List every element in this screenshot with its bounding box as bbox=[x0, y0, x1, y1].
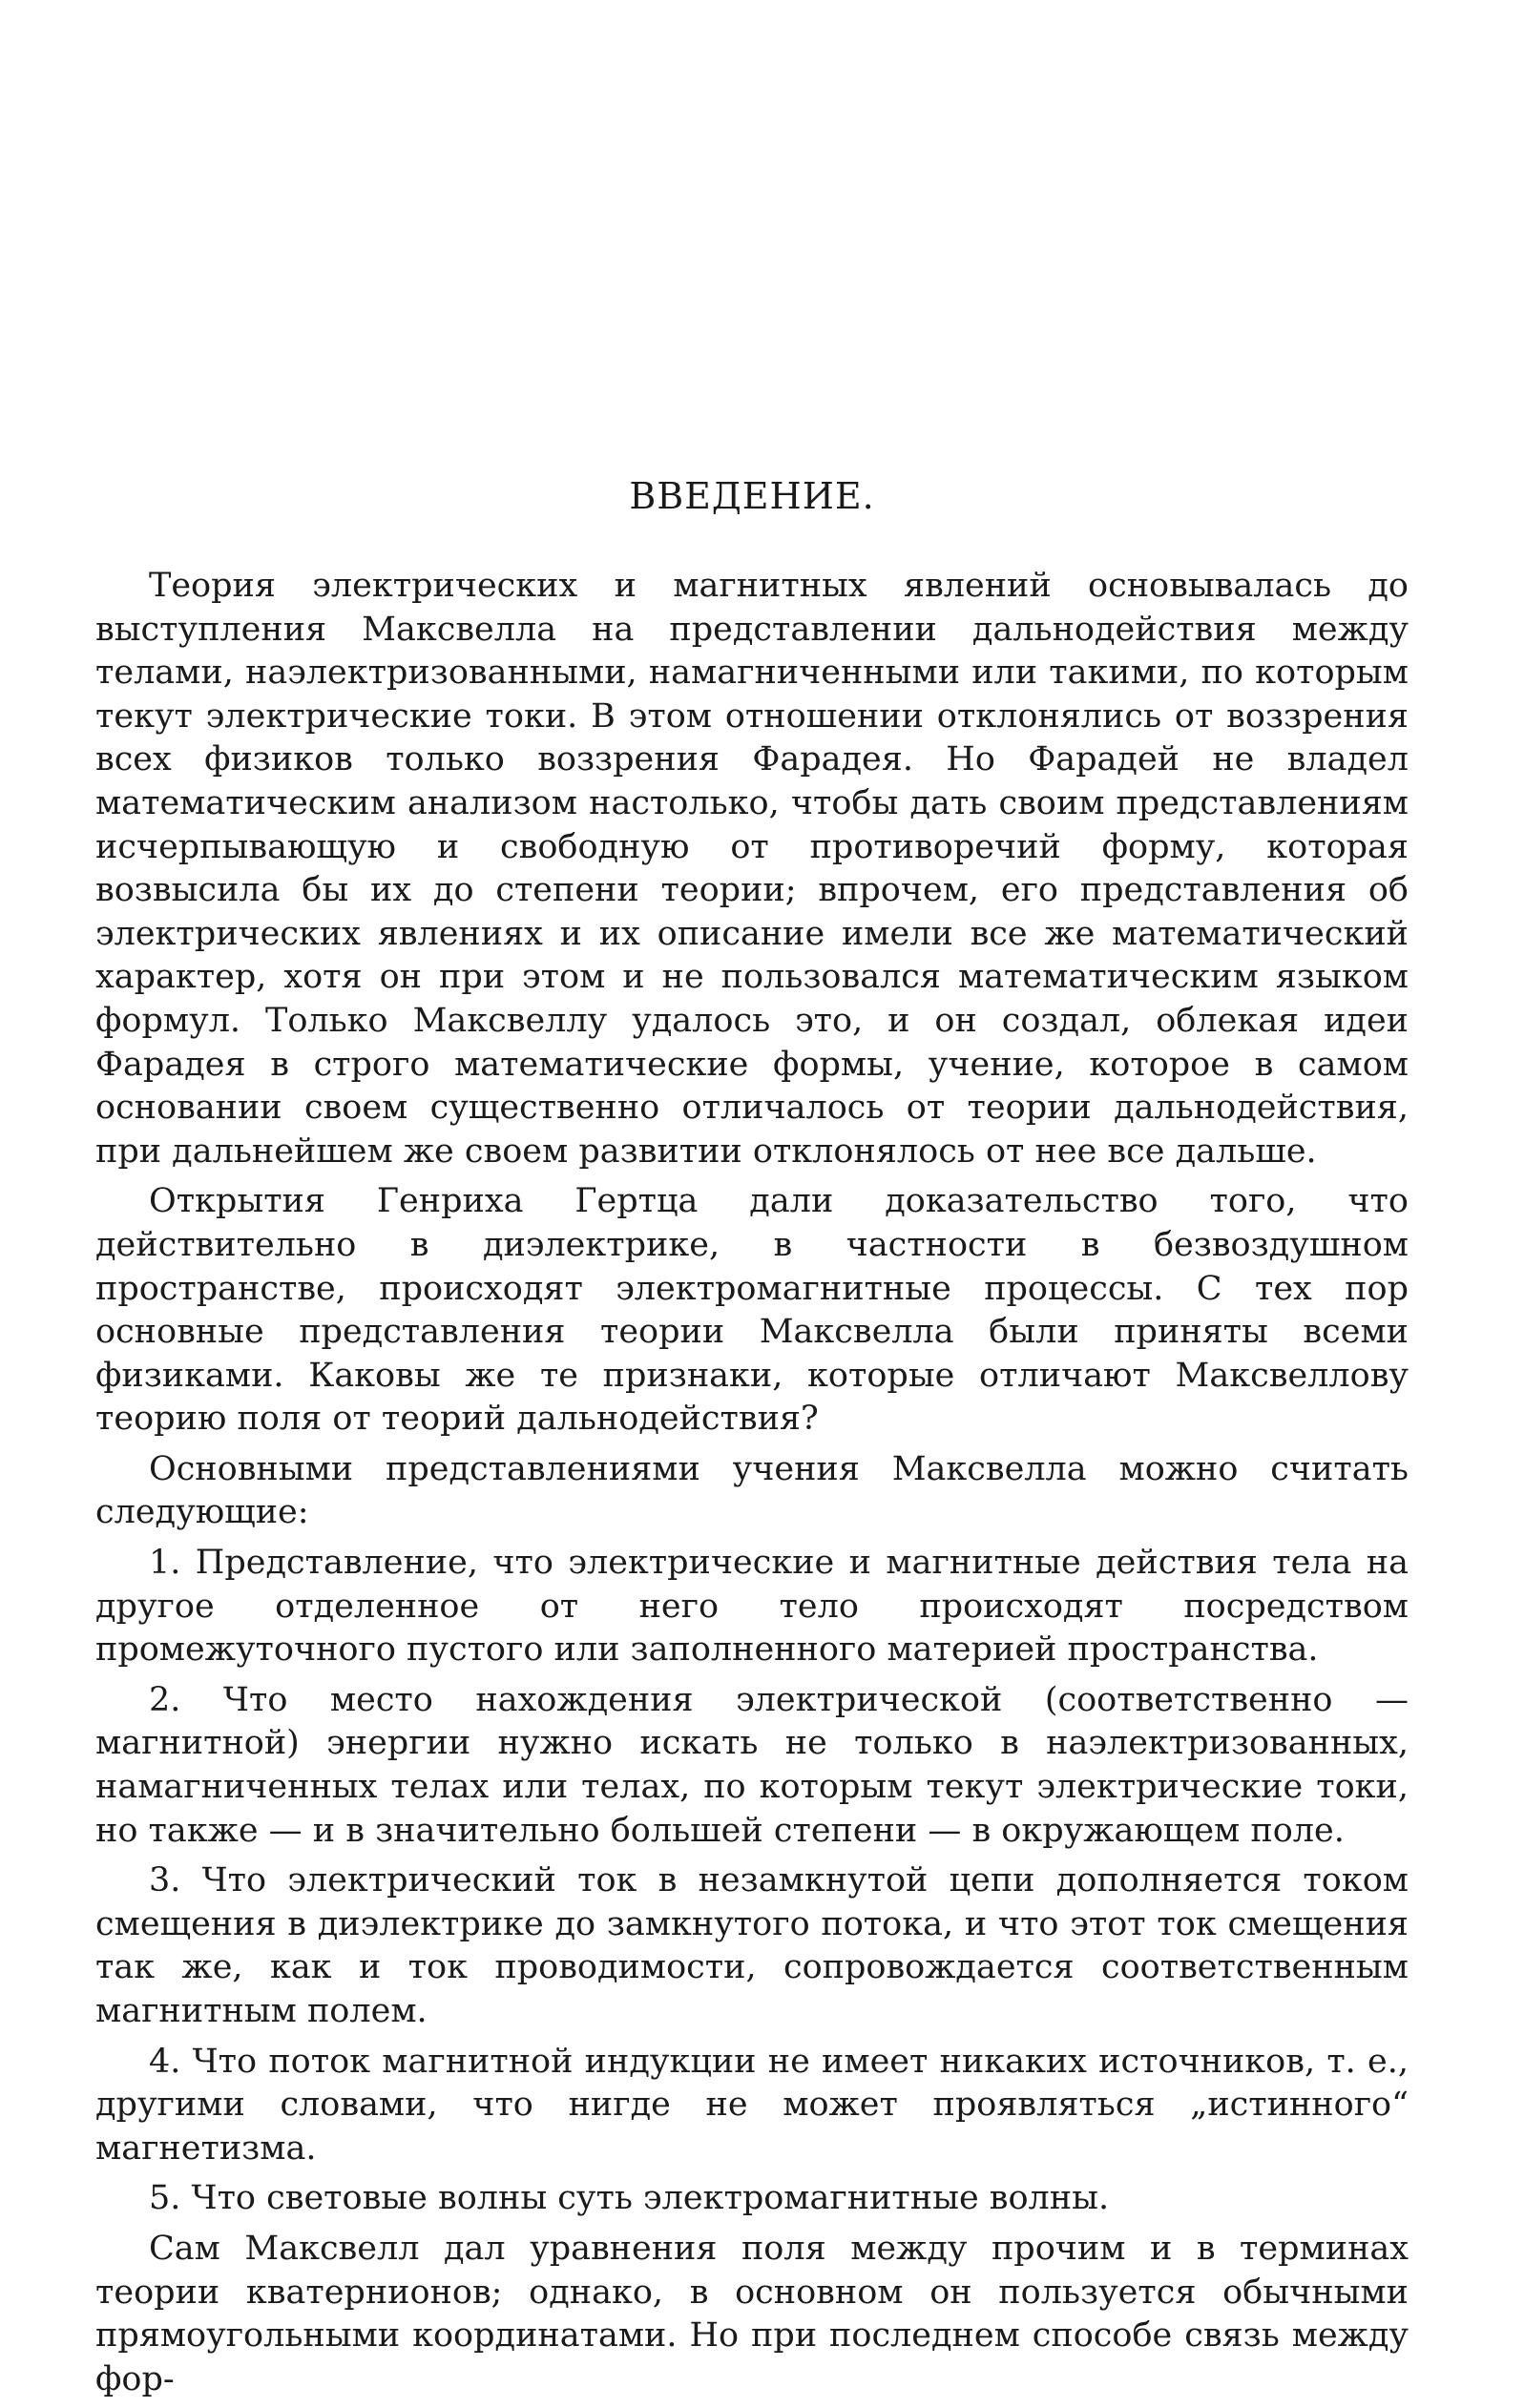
list-item-3: 3. Что электрический ток в незамкнутой цепи дополняется током смещения в диэлектрике до замкнутого потока, и что этот ток смещения так же, как и ток проводимости, сопровождается соответственным магнитным полем. bbox=[95, 1861, 1409, 2030]
list-item-5: 5. Что световые волны суть электромагнитные волны. bbox=[149, 2179, 1110, 2218]
page-title: ВВЕДЕНИЕ. bbox=[629, 475, 875, 517]
list-item-2: 2. Что место нахождения электрической (соответственно — магнитной) энергии нужно искать не только в наэлектризованных, намагниченных телах или телах, по которым текут электрические токи, но также — и в значительно большей степени — в окружающем поле. bbox=[95, 1680, 1409, 1850]
paragraph-hertz: Открытия Генриха Гертца дали доказательство того, что действительно в диэлектрике, в частности в безвоздушном пространстве, происходят электромагнитные процессы. С тех пор основные представления теории Максвелла были приняты всеми физиками. Каковы же те признаки, которые отличают Максвеллову теорию поля от теорий дальнодействия? bbox=[95, 1182, 1409, 1439]
text-block bbox=[95, 467, 1409, 2408]
list-item-1: 1. Представление, что электрические и магнитные действия тела на другое отделенное от него тело происходят посредством промежуточного пустого или заполненного материей пространства. bbox=[95, 1544, 1409, 1670]
paragraph-list-intro: Основными представлениями учения Максвелла можно считать следующие: bbox=[95, 1449, 1409, 1532]
list-item-4: 4. Что поток магнитной индукции не имеет никаких источников, т. е., другими словами, что нигде не может проявляться „истинного“ магнетизма. bbox=[95, 2042, 1409, 2168]
paragraph-intro: Теория электрических и магнитных явлений основывалась до выступления Максвелла на представлении дальнодействия между телами, наэлектризованными, намагниченными или такими, по которым текут электрические токи. В этом отношении отклонялись от воззрения всех физиков только воззрения Фарадея. Но Фарадей не владел математическим анализом настолько, чтобы дать своим представлениям исчерпывающую и свободную от противоречий форму, которая возвысила бы их до степени теории; впрочем, его представления об электрических явлениях и их описание имели все же математический характер, хотя он при этом и не пользовался математическим языком формул. Только Максвеллу удалось это, и он создал, облекая идеи Фарадея в строго математические формы, учение, которое в самом основании своем существенно отличалось от теории дальнодействия, при дальнейшем же своем развитии отклонялось от нее все дальше. bbox=[95, 567, 1409, 1171]
paragraph-closing: Сам Максвелл дал уравнения поля между прочим и в терминах теории кватернионов; однако, в основном он пользуется обычными прямоугольными координатами. Но при последнем способе связь между фор- bbox=[95, 2229, 1409, 2398]
